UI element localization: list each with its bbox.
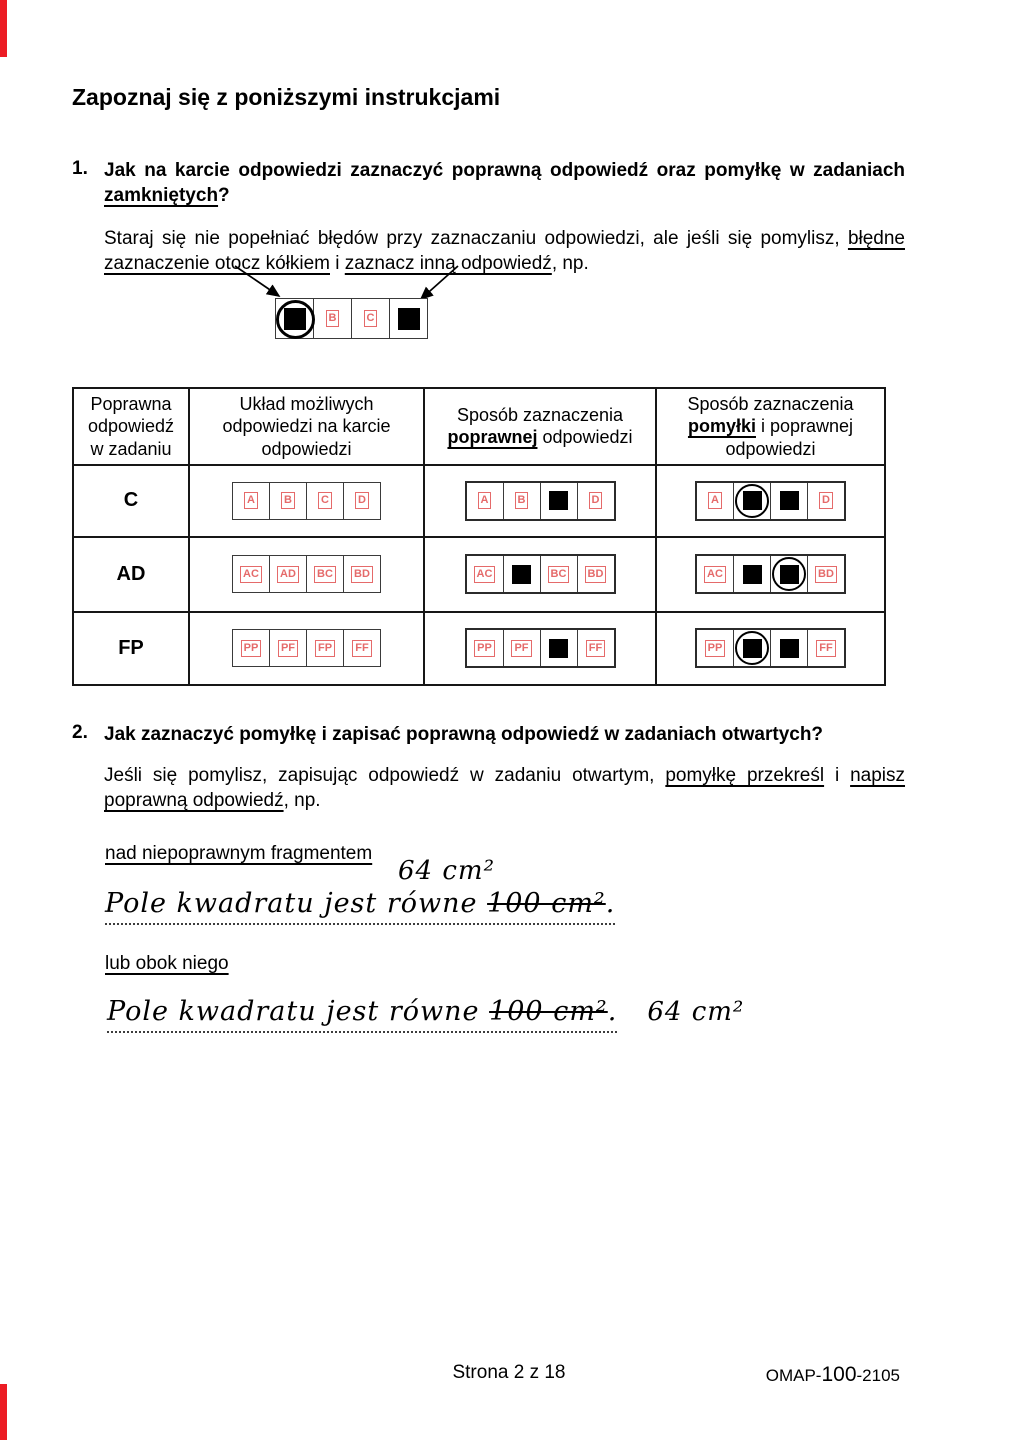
answer-option-cell xyxy=(233,556,270,592)
marked-answer-cell xyxy=(504,556,541,592)
sentence-text: Pole kwadratu jest równe xyxy=(105,888,488,919)
filled-square-mark xyxy=(549,639,568,658)
paper-code-suffix: -2105 xyxy=(856,1366,900,1385)
answer-option-cell xyxy=(541,556,578,592)
marked-answer-cell xyxy=(771,630,808,666)
answer-option-cell xyxy=(344,630,380,666)
answer-option-cell xyxy=(578,483,614,519)
answer-option-cell xyxy=(578,556,614,592)
text-segment: , np. xyxy=(551,253,589,275)
answer-letter-box: BD xyxy=(351,566,373,583)
answer-option-cell xyxy=(697,483,734,519)
answer-letter-box: C xyxy=(364,310,378,327)
row-answer-label: C xyxy=(73,465,189,537)
answer-strip xyxy=(695,554,846,594)
text-segment: Jeśli się pomylisz, zapisując odpowiedź w zadaniu otwartym, xyxy=(104,765,666,786)
text-segment: Układ możliwych odpowiedzi na karcie odpowiedzi xyxy=(222,394,391,459)
table-row xyxy=(73,612,885,685)
label-above-fragment: nad niepoprawnym fragmentem xyxy=(105,843,373,864)
label-beside-fragment: lub obok niego xyxy=(105,953,229,974)
text-segment: Jak zaznaczyć pomyłkę i zapisać poprawną odpowiedź w zadaniach otwartych? xyxy=(104,724,824,745)
page-edge-mark-top xyxy=(0,0,7,57)
marked-answer-cell xyxy=(734,556,771,592)
arrow-to-new-answer xyxy=(421,266,458,299)
crossed-out-value: 100 cm² xyxy=(489,996,608,1027)
handwritten-sentence xyxy=(107,996,617,1033)
filled-square-mark xyxy=(780,639,799,658)
answer-strip xyxy=(465,554,616,594)
answer-option-cell xyxy=(352,299,390,338)
filled-square-mark xyxy=(743,565,762,584)
arrow-to-circled-mistake xyxy=(235,266,279,296)
answer-strip xyxy=(232,629,381,667)
text-segment: Sposób zaznaczenia xyxy=(687,394,854,414)
answer-option-cell xyxy=(307,556,344,592)
answer-option-cell xyxy=(504,483,541,519)
answer-letter-box: BC xyxy=(314,566,336,583)
answer-strip xyxy=(232,482,381,520)
paper-code xyxy=(766,1363,900,1387)
underlined-text: napisz poprawną odpowiedź xyxy=(104,765,906,812)
answer-option-cell xyxy=(578,630,614,666)
mistake-circle-mark xyxy=(735,631,769,665)
answer-letter-box: BD xyxy=(815,566,837,583)
answer-letter-box: D xyxy=(355,492,369,509)
answer-option-cell xyxy=(808,483,844,519)
instruction2-heading xyxy=(104,722,905,747)
answer-letter-box: D xyxy=(589,492,603,509)
answer-strip xyxy=(465,481,616,521)
answer-letter-box: B xyxy=(515,492,529,509)
marked-answer-cell xyxy=(541,483,578,519)
text-segment: i xyxy=(824,765,851,786)
answer-option-cell xyxy=(467,630,504,666)
answer-option-cell xyxy=(233,483,270,519)
text-segment: ? xyxy=(218,185,230,207)
answer-letter-box: PP xyxy=(705,640,726,657)
answer-option-cell xyxy=(344,483,380,519)
answer-option-cell xyxy=(307,630,344,666)
answer-option-cell xyxy=(314,299,352,338)
answer-letter-box: C xyxy=(318,492,332,509)
handwritten-sentence-beside xyxy=(107,996,744,1027)
answer-strip xyxy=(465,628,616,668)
answer-option-cell xyxy=(808,556,844,592)
underlined-text: zamkniętych xyxy=(104,185,219,207)
text-segment: , np. xyxy=(283,790,321,812)
answer-strip xyxy=(232,555,381,593)
text-segment: Poprawna odpowiedź w zadaniu xyxy=(87,394,175,459)
answer-option-cell xyxy=(233,630,270,666)
answer-strip xyxy=(275,298,428,339)
answer-letter-box: AD xyxy=(277,566,299,583)
filled-square-mark xyxy=(549,491,568,510)
answer-letter-box: AC xyxy=(240,566,262,583)
mistake-circle-mark xyxy=(276,300,315,339)
page-title: Zapoznaj się z poniższymi instrukcjami xyxy=(72,84,501,110)
marked-answer-cell xyxy=(771,483,808,519)
answer-option-cell xyxy=(307,483,344,519)
text-segment: i poprawnej odpowiedzi xyxy=(725,416,854,459)
answer-option-cell xyxy=(344,556,380,592)
example-answer-strip xyxy=(275,298,428,339)
answer-letter-box: FF xyxy=(586,640,605,657)
answer-option-cell xyxy=(467,483,504,519)
underlined-text: zaznacz inną odpowiedź xyxy=(344,253,552,275)
crossed-out-value: 100 cm² xyxy=(487,888,606,919)
answer-option-cell xyxy=(808,630,844,666)
page-edge-mark-bottom xyxy=(0,1384,7,1440)
handwritten-sentence xyxy=(105,888,615,925)
answer-letter-box: BD xyxy=(585,566,607,583)
header-answer-layout xyxy=(189,388,424,465)
header-correct-answer xyxy=(73,388,189,465)
answer-letter-box: PF xyxy=(511,640,531,657)
filled-square-mark xyxy=(512,565,531,584)
answer-letter-box: A xyxy=(708,492,722,509)
underlined-text: pomyłkę przekreśl xyxy=(665,765,825,786)
answer-letter-box: A xyxy=(244,492,258,509)
text-segment: Jak na karcie odpowiedzi zaznaczyć poprawną odpowiedź oraz pomyłkę w zadaniach xyxy=(104,160,905,181)
sentence-text: Pole kwadratu jest równe xyxy=(107,996,490,1027)
underlined-text: błędne zaznaczenie otocz kółkiem xyxy=(104,228,905,275)
answer-letter-box: BC xyxy=(548,566,570,583)
circled-mistake-cell xyxy=(734,630,771,666)
paper-code-main: 100 xyxy=(821,1363,857,1386)
instruction1-number: 1. xyxy=(72,158,88,179)
answer-option-cell xyxy=(270,483,307,519)
answer-option-cell xyxy=(270,556,307,592)
answer-letter-box: D xyxy=(819,492,833,509)
answer-letter-box: AC xyxy=(704,566,726,583)
answer-option-cell xyxy=(504,630,541,666)
answer-letter-box: PP xyxy=(241,640,262,657)
handwritten-correction-above: 64 cm² xyxy=(398,856,495,886)
underlined-text: poprawnej xyxy=(447,427,538,448)
row-answer-label: FP xyxy=(73,612,189,685)
answer-letter-box: FF xyxy=(816,640,835,657)
instruction2-number: 2. xyxy=(72,722,88,743)
table-header-row xyxy=(73,388,885,465)
circled-mistake-cell xyxy=(771,556,808,592)
page-number: Strona 2 z 18 xyxy=(452,1362,566,1383)
instruction1-heading xyxy=(104,158,905,208)
circled-mistake-cell xyxy=(734,483,771,519)
marked-answer-cell xyxy=(390,299,427,338)
filled-square-mark xyxy=(780,491,799,510)
answer-strip xyxy=(695,628,846,668)
answer-strip xyxy=(695,481,846,521)
header-mistake-marking xyxy=(656,388,885,465)
mistake-circle-mark xyxy=(772,557,806,591)
answer-option-cell xyxy=(467,556,504,592)
instruction2-paragraph xyxy=(104,763,905,814)
answer-letter-box: B xyxy=(326,310,340,327)
filled-square-mark xyxy=(398,308,420,330)
answer-letter-box: A xyxy=(478,492,492,509)
answer-letter-box: FF xyxy=(352,640,371,657)
mistake-circle-mark xyxy=(735,484,769,518)
marking-instructions-table xyxy=(72,387,886,686)
answer-letter-box: FP xyxy=(315,640,335,657)
table-row xyxy=(73,537,885,612)
marked-answer-cell xyxy=(541,630,578,666)
text-segment: odpowiedzi xyxy=(537,427,633,448)
paper-code-prefix: OMAP- xyxy=(765,1366,822,1385)
circled-mistake-cell xyxy=(276,299,314,338)
header-correct-marking xyxy=(424,388,656,465)
sentence-period: . xyxy=(605,888,616,919)
answer-option-cell xyxy=(697,630,734,666)
text-segment: Sposób zaznaczenia xyxy=(456,405,624,426)
handwritten-correction-beside: 64 cm² xyxy=(647,997,745,1027)
underlined-text: pomyłki xyxy=(687,416,756,437)
table-row xyxy=(73,465,885,537)
answer-letter-box: AC xyxy=(474,566,496,583)
text-segment: i xyxy=(330,253,345,275)
answer-letter-box: B xyxy=(281,492,295,509)
answer-letter-box: PP xyxy=(474,640,495,657)
text-segment: Staraj się nie popełniać błędów przy zaznaczaniu odpowiedzi, ale jeśli się pomylisz, xyxy=(104,228,848,249)
answer-letter-box: PF xyxy=(278,640,298,657)
handwritten-sentence-above xyxy=(105,888,615,919)
sentence-period: . xyxy=(607,996,618,1027)
answer-option-cell xyxy=(697,556,734,592)
answer-option-cell xyxy=(270,630,307,666)
row-answer-label: AD xyxy=(73,537,189,612)
